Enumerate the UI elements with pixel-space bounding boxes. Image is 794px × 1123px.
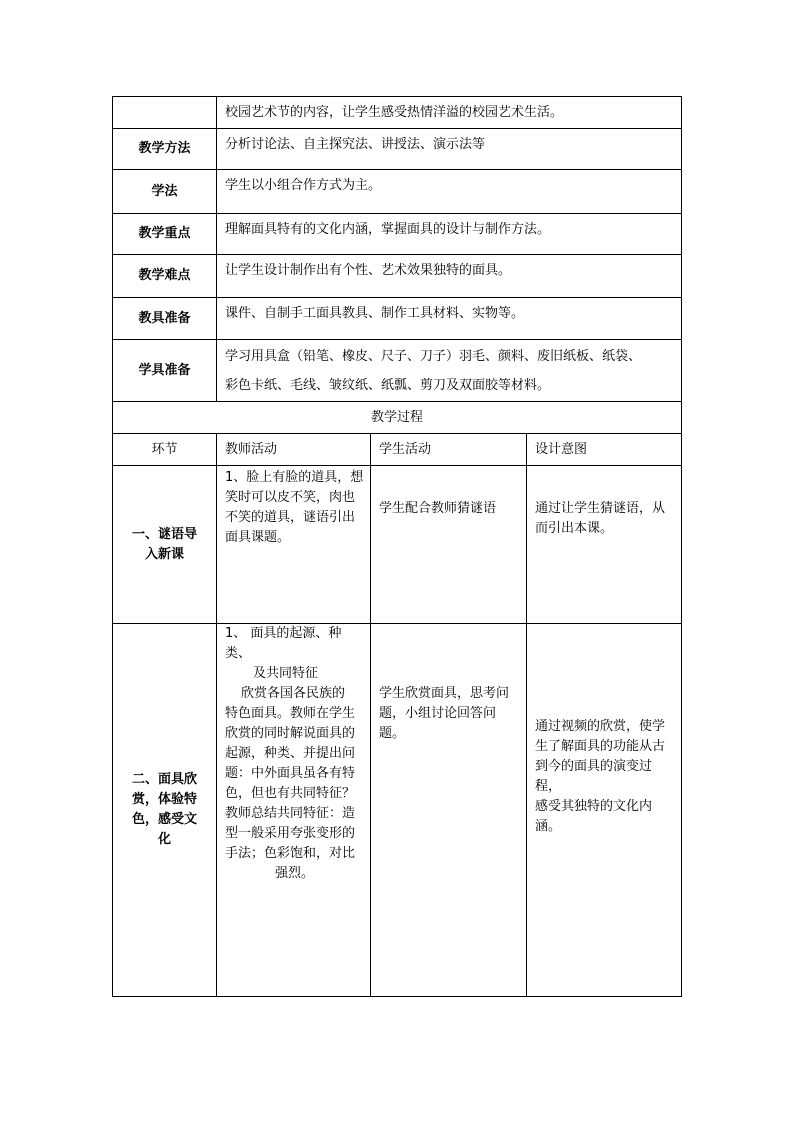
- row-label-teaching-aids: 教具准备: [113, 298, 217, 340]
- stage-line: 色，感受文: [131, 812, 197, 827]
- table-row: [113, 129, 682, 170]
- teacher-activity-cell: [217, 624, 371, 997]
- row-value: 校园艺术节的内容，让学生感受热情洋溢的校园艺术生活。: [217, 97, 682, 129]
- text-line: 1、脸上有脸的道具，想: [225, 470, 364, 485]
- table-row: [113, 214, 682, 255]
- column-header: 环节: [113, 434, 217, 466]
- table-row: [113, 255, 682, 298]
- row-label: [113, 97, 217, 129]
- row-value-teaching-method: 分析讨论法、自主探究法、讲授法、演示法等: [217, 129, 682, 170]
- text-line: 生了解面具的功能从古: [535, 739, 666, 754]
- design-intent-cell: [527, 466, 682, 624]
- text-line: 到今的面具的演变过程，: [535, 759, 653, 794]
- row-label-teaching-method: 教学方法: [113, 129, 217, 170]
- text-line: 面具课题。: [225, 530, 291, 545]
- student-activity-cell: [371, 466, 527, 624]
- column-header: 教师活动: [217, 434, 371, 466]
- table-row: [113, 402, 682, 434]
- row-label-key-point: 教学重点: [113, 214, 217, 255]
- stage-line: 入新课: [144, 546, 184, 562]
- text-line: 型一般采用夸张变形的: [225, 826, 356, 841]
- table-row: [113, 170, 682, 214]
- text-line: 教师总结共同特征：造: [225, 806, 356, 821]
- text-line: 特色面具。教师在学生: [225, 706, 356, 721]
- text-line: 起源，种类、并提出问: [225, 746, 356, 761]
- lesson-plan-table: [112, 96, 682, 997]
- text-line: 色，但也有共同特征？: [225, 786, 356, 801]
- text-line: 1、 面具的起源、种类、: [225, 626, 342, 661]
- table-row: [113, 340, 682, 402]
- table-row-section-1: [113, 466, 682, 624]
- stage-line: 二、面具欣: [131, 772, 197, 787]
- column-header: 设计意图: [527, 434, 682, 466]
- design-intent-cell: [527, 624, 682, 997]
- text-line: 欣赏各国各民族的: [241, 686, 346, 701]
- text-line: 而引出本课。: [535, 521, 614, 536]
- text-line: 通过让学生猜谜语，从: [535, 501, 666, 516]
- text-line: 强烈。: [274, 866, 314, 881]
- student-activity-cell: [371, 624, 527, 997]
- text-line: 感受其独特的文化内涵。: [535, 799, 653, 834]
- teacher-activity-cell: [217, 466, 371, 624]
- row-value-learning-method: 学生以小组合作方式为主。: [217, 170, 682, 214]
- process-title: 教学过程: [113, 402, 682, 434]
- text-line: 及共同特征: [253, 666, 319, 681]
- table-row: [113, 97, 682, 129]
- text-line: 笑时可以皮不笑，肉也: [225, 490, 356, 505]
- text-line: 题，小组讨论回答问题。: [379, 706, 497, 741]
- column-header-row: [113, 434, 682, 466]
- text-line: 通过视频的欣赏，使学: [535, 719, 666, 734]
- stage-line: 化: [157, 832, 171, 847]
- text-line: 不笑的道具，谜语引出: [225, 510, 356, 525]
- text-line: 学生配合教师猜谜语: [379, 501, 497, 516]
- stage-line: 赏，体验特: [131, 792, 197, 807]
- stage-cell: [113, 466, 217, 624]
- row-value-difficulty: 让学生设计制作出有个性、艺术效果独特的面具。: [217, 255, 682, 298]
- stage-line: 一、谜语导: [131, 526, 197, 542]
- text-line: 题：中外面具虽各有特: [225, 766, 356, 781]
- row-label-learning-method: 学法: [113, 170, 217, 214]
- text-line: 学生欣赏面具，思考问: [379, 686, 510, 701]
- row-value-student-materials: [217, 340, 682, 402]
- stage-cell: [113, 624, 217, 997]
- text-line: 手法；色彩饱和，对比: [225, 846, 356, 861]
- text-line: 欣赏的同时解说面具的: [225, 726, 356, 741]
- row-value-key-point: 理解面具特有的文化内涵，掌握面具的设计与制作方法。: [217, 214, 682, 255]
- materials-line: 学习用具盒（铅笔、橡皮、尺子、刀子）羽毛、颜料、废旧纸板、纸袋、: [225, 348, 642, 364]
- row-label-student-materials: 学具准备: [113, 340, 217, 402]
- table-row: [113, 298, 682, 340]
- column-header: 学生活动: [371, 434, 527, 466]
- row-label-difficulty: 教学难点: [113, 255, 217, 298]
- materials-line: 彩色卡纸、毛线、皱纹纸、纸瓢、剪刀及双面胶等材料。: [225, 377, 551, 393]
- row-value-teaching-aids: 课件、自制手工面具教具、制作工具材料、实物等。: [217, 298, 682, 340]
- table-row-section-2: [113, 624, 682, 997]
